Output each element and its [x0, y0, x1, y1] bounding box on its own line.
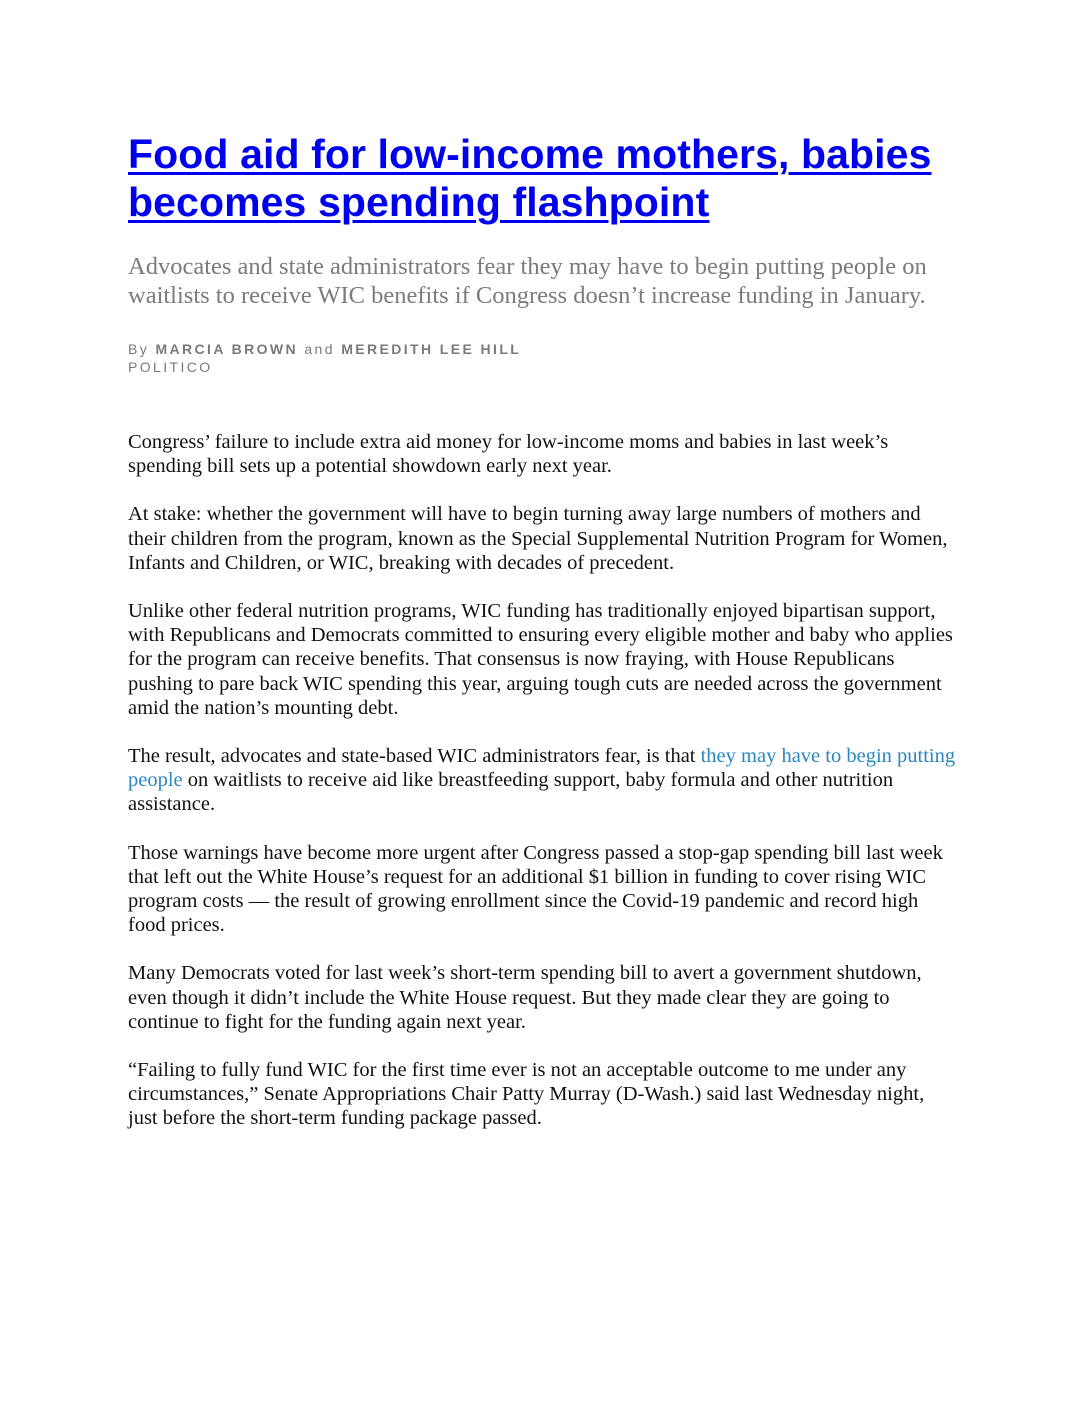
- article-body: [128, 430, 958, 1131]
- paragraph-3: Unlike other federal nutrition programs, WIC funding has traditionally enjoyed bipartisan support, with Republicans and Democrats committed to ensuring every eligible mother and baby who applies for the program can receive benefits. That consensus is now fraying, with House Republicans pushing to pare back WIC spending this year, arguing tough cuts are needed across the government amid the nation’s mounting debt.: [128, 600, 953, 719]
- paragraph-2: At stake: whether the government will have to begin turning away large numbers of mothers and their children from the program, known as the Special Supplemental Nutrition Program for Women, Infants and Children, or WIC, breaking with decades of precedent.: [128, 503, 948, 574]
- headline[interactable]: [128, 130, 958, 226]
- paragraph-6: Many Democrats voted for last week’s short-term spending bill to avert a government shutdown, even though it didn’t include the White House request. But they made clear they are going to continue to fight for the funding again next year.: [128, 962, 922, 1033]
- paragraph-1: Congress’ failure to include extra aid money for low-income moms and babies in last week’s spending bill sets up a potential showdown early next year.: [128, 431, 889, 478]
- paragraph-7: “Failing to fully fund WIC for the first time ever is not an acceptable outcome to me under any circumstances,” Senate Appropriations Chair Patty Murray (D-Wash.) said last Wednesday night, just before the short-term funding package passed.: [128, 1059, 925, 1130]
- paragraph-5: Those warnings have become more urgent after Congress passed a stop-gap spending bill last week that left out the White House’s request for an additional $1 billion in funding to cover rising WIC program costs — the result of growing enrollment since the Covid-19 pandemic and record high food prices.: [128, 841, 943, 937]
- byline-and: and: [304, 341, 335, 357]
- byline: [128, 340, 958, 358]
- paragraph-4-text-before: The result, advocates and state-based WIC administrators fear, is that: [128, 745, 701, 768]
- paragraph-4: [128, 744, 958, 817]
- waitlist-link[interactable]: they may have to begin putting people: [128, 745, 956, 792]
- byline-author-2: MEREDITH LEE HILL: [341, 341, 522, 357]
- article: [128, 130, 958, 1155]
- byline-author-1: MARCIA BROWN: [155, 341, 299, 357]
- publication-name: POLITICO: [128, 359, 213, 375]
- byline-by: By: [128, 341, 150, 357]
- headline-link[interactable]: Food aid for low-income mothers, babies becomes spending flashpoint: [128, 131, 932, 225]
- paragraph-4-text-after: on waitlists to receive aid like breastfeeding support, baby formula and other nutrition assistance.: [128, 769, 894, 816]
- subheadline: Advocates and state administrators fear they may have to begin putting people on waitlists to receive WIC benefits if Congress doesn’t increase funding in January.: [128, 253, 927, 309]
